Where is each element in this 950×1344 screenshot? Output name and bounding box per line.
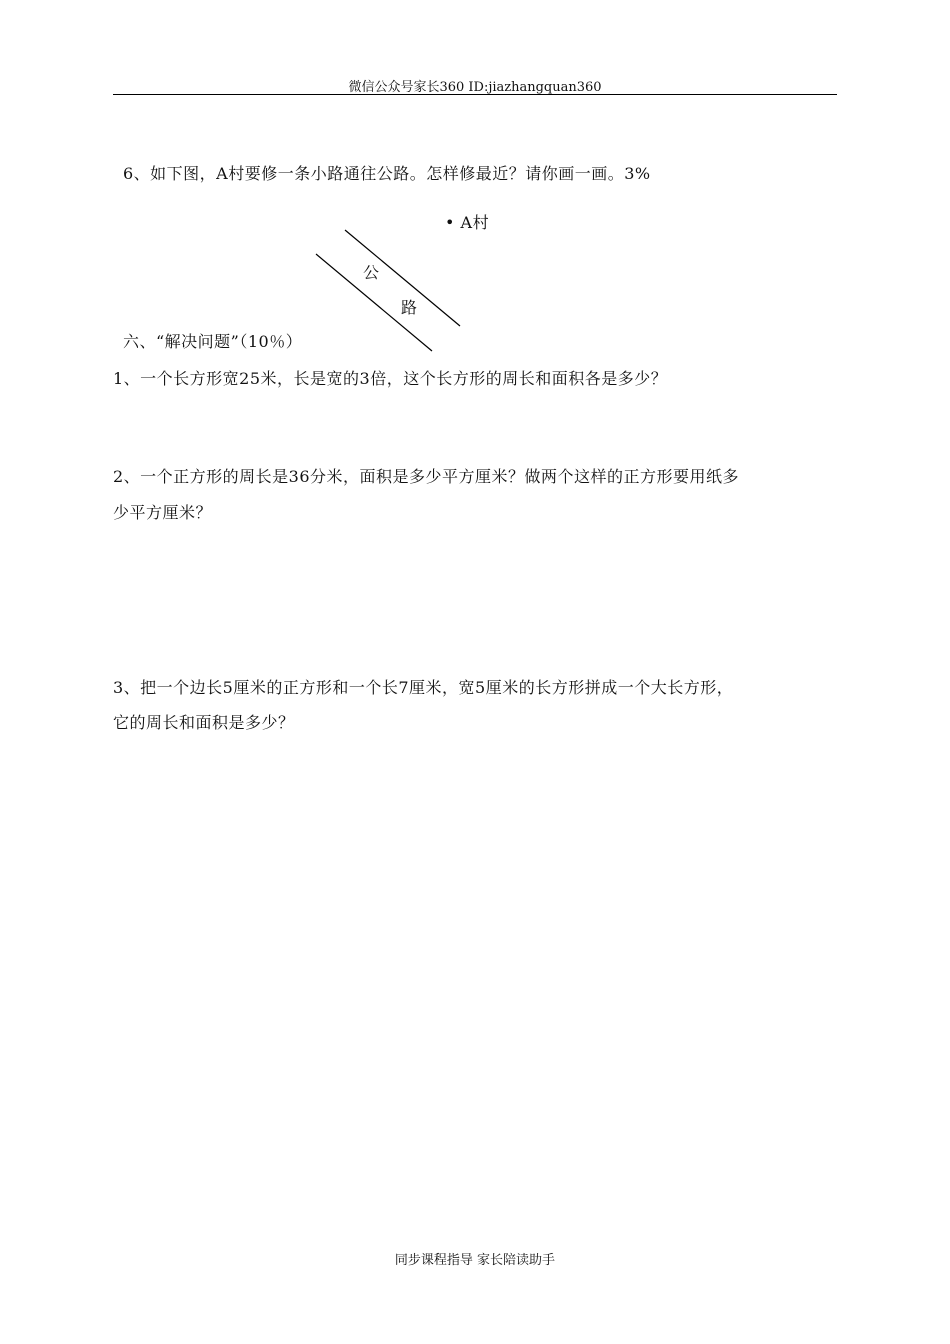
problem-2-line-2: 少平方厘米？ <box>113 503 213 522</box>
header-divider <box>113 94 837 95</box>
problem-1: 1、一个长方形宽25米，长是宽的3倍，这个长方形的周长和面积各是多少？ <box>113 369 668 388</box>
village-label: A村 <box>460 213 490 232</box>
village-dot: • <box>445 213 455 232</box>
page-header: 微信公众号家长360 ID:jiazhangquan360 <box>348 80 602 95</box>
section-title: 六、“解决问题”（10％） <box>123 332 303 351</box>
problem-3-line-2: 它的周长和面积是多少？ <box>113 713 295 732</box>
page-footer: 同步课程指导 家长陪读助手 <box>394 1253 556 1268</box>
problem-2-line-1: 2、一个正方形的周长是36分米，面积是多少平方厘米？做两个这样的正方形要用纸多 <box>113 467 740 486</box>
problem-3-line-1: 3、把一个边长5厘米的正方形和一个长7厘米，宽5厘米的长方形拼成一个大长方形， <box>113 678 734 697</box>
road-label-char-2: 路 <box>401 298 418 317</box>
question-6-prompt: 6、如下图，A村要修一条小路通往公路。怎样修最近？请你画一画。3% <box>123 164 651 183</box>
road-label-char-1: 公 <box>363 263 380 282</box>
road-diagram <box>300 220 480 360</box>
